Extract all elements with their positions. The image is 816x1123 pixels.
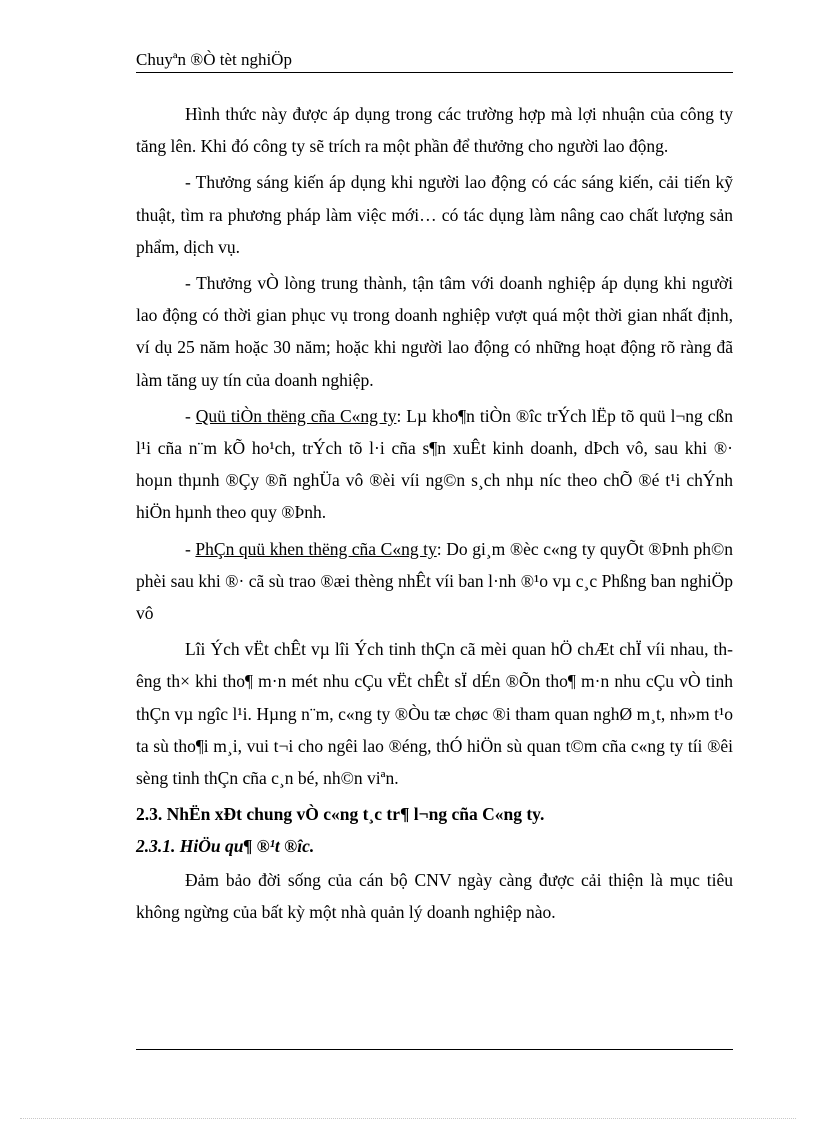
company-bonus-fund-term: Quü tiÒn thëng cña C«ng ty [195,405,397,426]
paragraph-bonus-innovation: - Thưởng sáng kiến áp dụng khi người lao động có các sáng kiến, cải tiến kỹ thuật, tìm ra phương pháp làm việc mới… có tác dụng làm nâng cao chất lượng sản phẩm, dịch vụ. [136,172,733,257]
document-body [136,98,733,933]
page-bottom-edge [20,1118,796,1119]
list-dash: - [185,538,196,559]
page-header [136,48,733,73]
paragraph-bonus-loyalty: - Thưởng vÒ lòng trung thành, tận tâm với doanh nghiệp áp dụng khi người lao động có thời gian phục vụ trong doanh nghiệp vượt quá một thời gian nhất định, ví dụ 25 năm hoặc 30 năm; hoặc khi người lao động có những hoạt động rõ ràng đã làm tăng uy tín của doanh nghiệp. [136,273,733,390]
bonus-distribution-text: : Do gi¸m ®èc c«ng ty quyÕt ®Þnh ph©n phèi sau khi ®· cã sù trao ®æi thèng nhÊt víi ban l·nh ®¹o vµ c¸c Phßng ban nghiÖp vô [136,538,734,624]
section-heading: 2.3. NhËn xÐt chung vÒ c«ng t¸c tr¶ l¬ng cña C«ng ty. [136,804,545,825]
list-dash: - [185,405,196,426]
subsection-heading: 2.3.1. HiÖu qu¶ ®¹t ®îc. [136,836,315,857]
paragraph-company-bonus-fund [136,400,733,529]
paragraph-living-standards: Đảm bảo đời sống của cán bộ CNV ngày càng được cải thiện là mục tiêu không ngừng của bất kỳ một nhà quản lý doanh nghiệp nào. [136,870,733,923]
paragraph-bonus-profit: Hình thức này được áp dụng trong các trường hợp mà lợi nhuận của công ty tăng lên. Khi đó công ty sẽ trích ra một phần để thưởng cho người lao động. [136,104,733,157]
company-bonus-fund-text: : Lµ kho¶n tiÒn ®îc trÝch lËp tõ quü l¬ng cßn l¹i cña n¨m kÕ ho¹ch, trÝch tõ l·i cña s¶n xuÊt kinh doanh, dÞch vô, sau khi ®· hoµn thµnh ®Çy ®ñ nghÜa vô ®èi víi ng©n s¸ch nhµ níc theo chÕ ®é t¹i chÝnh hiÖn hµnh theo quy ®Þnh. [136,405,734,523]
footer-divider [136,1049,733,1050]
paragraph-bonus-distribution [136,533,733,630]
paragraph-material-spiritual-benefits: Lîi Ých vËt chÊt vµ lîi Ých tinh thÇn cã mèi quan hÖ chÆt chÏ víi nhau, thêng th× khi tho¶ m·n mét nhu cÇu vËt chÊt sÏ dÉn ®Õn tho¶ m·n nhu cÇu vÒ tinh thÇn vµ ngîc l¹i. Hµng n¨m, c«ng ty ®Òu tæ chøc ®i tham quan nghØ m¸t, nh»m t¹o ta sù tho¶i m¸i, vui t¬i cho ngêi lao ®éng, thÓ hiÖn sù quan t©m cña c«ng ty tíi ®êi sèng tinh thÇn cña c¸n bé, nh©n viªn. [136,639,733,789]
document-title: Chuyªn ®Ò tèt nghiÖp [136,50,292,69]
bonus-distribution-term: PhÇn quü khen thëng cña C«ng ty [195,538,437,559]
